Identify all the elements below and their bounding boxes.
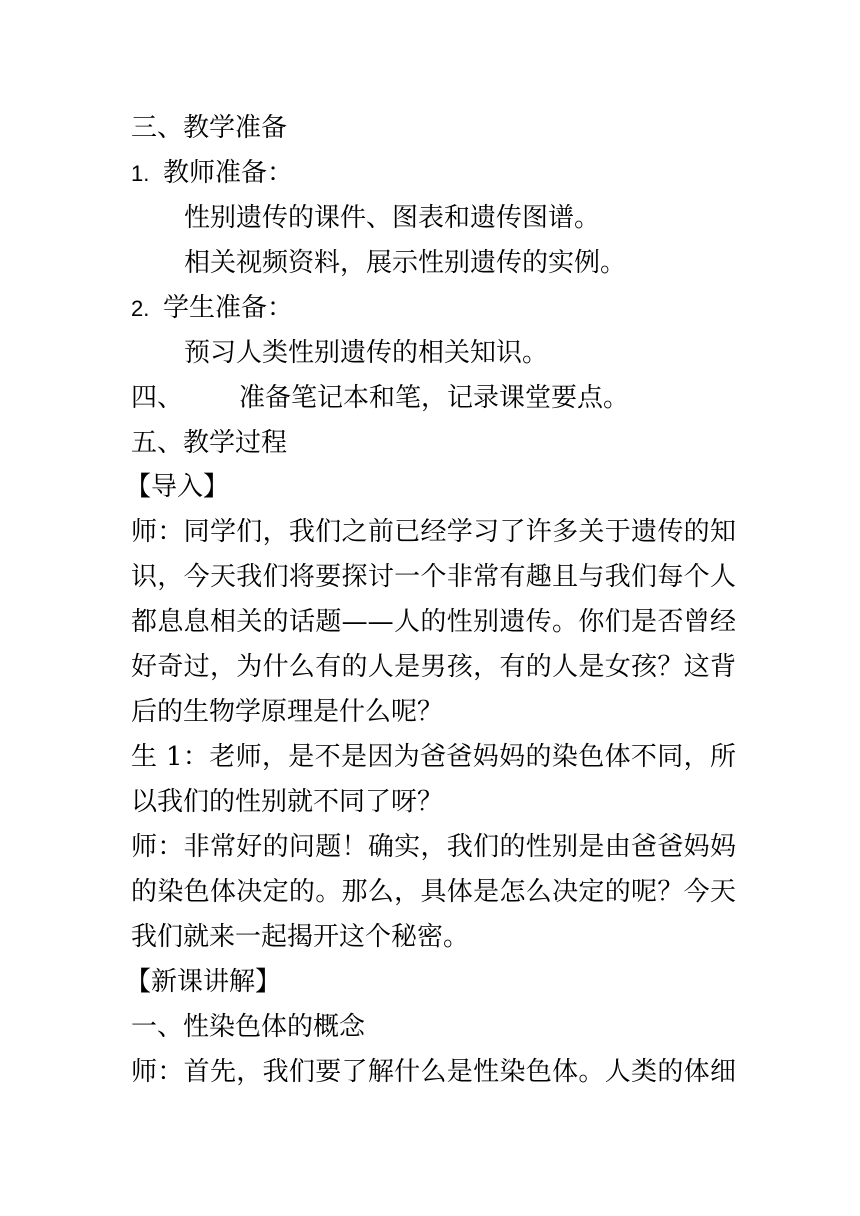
intro-paragraph-line: 后的生物学原理是什么呢？ [131,697,444,727]
student-prep-label: 学生准备： [163,293,294,323]
teacher-reply-line: 师：非常好的问题！确实，我们的性别是由爸爸妈妈 [131,832,736,862]
intro-paragraph-line: 都息息相关的话题——人的性别遗传。你们是否曾经 [131,607,736,637]
intro-paragraph-line: 识，今天我们将要探讨一个非常有趣且与我们每个人 [131,562,736,592]
concept-heading: 一、性染色体的概念 [131,1012,366,1042]
teacher-reply-line: 我们就来一起揭开这个秘密。 [131,922,470,952]
new-lesson-heading: 【新课讲解】 [125,967,282,997]
student-prep-number: 2. [131,296,150,321]
process-heading: 五、教学过程 [131,428,288,458]
student-prep-item: 预习人类性别遗传的相关知识。 [184,338,549,368]
student1-line: 以我们的性别就不同了呀？ [131,787,444,817]
student1-line: 生 1：老师，是不是因为爸爸妈妈的染色体不同，所 [131,742,736,772]
section4-number: 四、 [131,383,184,413]
student-prep-label-line [131,286,736,330]
teacher-prep-item: 相关视频资料，展示性别遗传的实例。 [184,248,627,278]
section4-text: 准备笔记本和笔，记录课堂要点。 [239,383,630,413]
intro-paragraph-line: 师：同学们，我们之前已经学习了许多关于遗传的知 [131,517,736,547]
intro-paragraph-line: 好奇过，为什么有的人是男孩，有的人是女孩？这背 [131,652,736,682]
teacher-prep-label-line [131,151,736,195]
concept-line: 师：首先，我们要了解什么是性染色体。人类的体细 [131,1057,736,1087]
prep-heading: 三、教学准备 [131,113,288,143]
teacher-prep-item: 性别遗传的课件、图表和遗传图谱。 [184,203,601,233]
teacher-prep-number: 1. [131,161,150,186]
teacher-reply-line: 的染色体决定的。那么，具体是怎么决定的呢？今天 [131,877,736,907]
teacher-prep-label: 教师准备： [163,158,294,188]
intro-heading: 【导入】 [125,472,230,502]
section4-line [131,376,736,420]
